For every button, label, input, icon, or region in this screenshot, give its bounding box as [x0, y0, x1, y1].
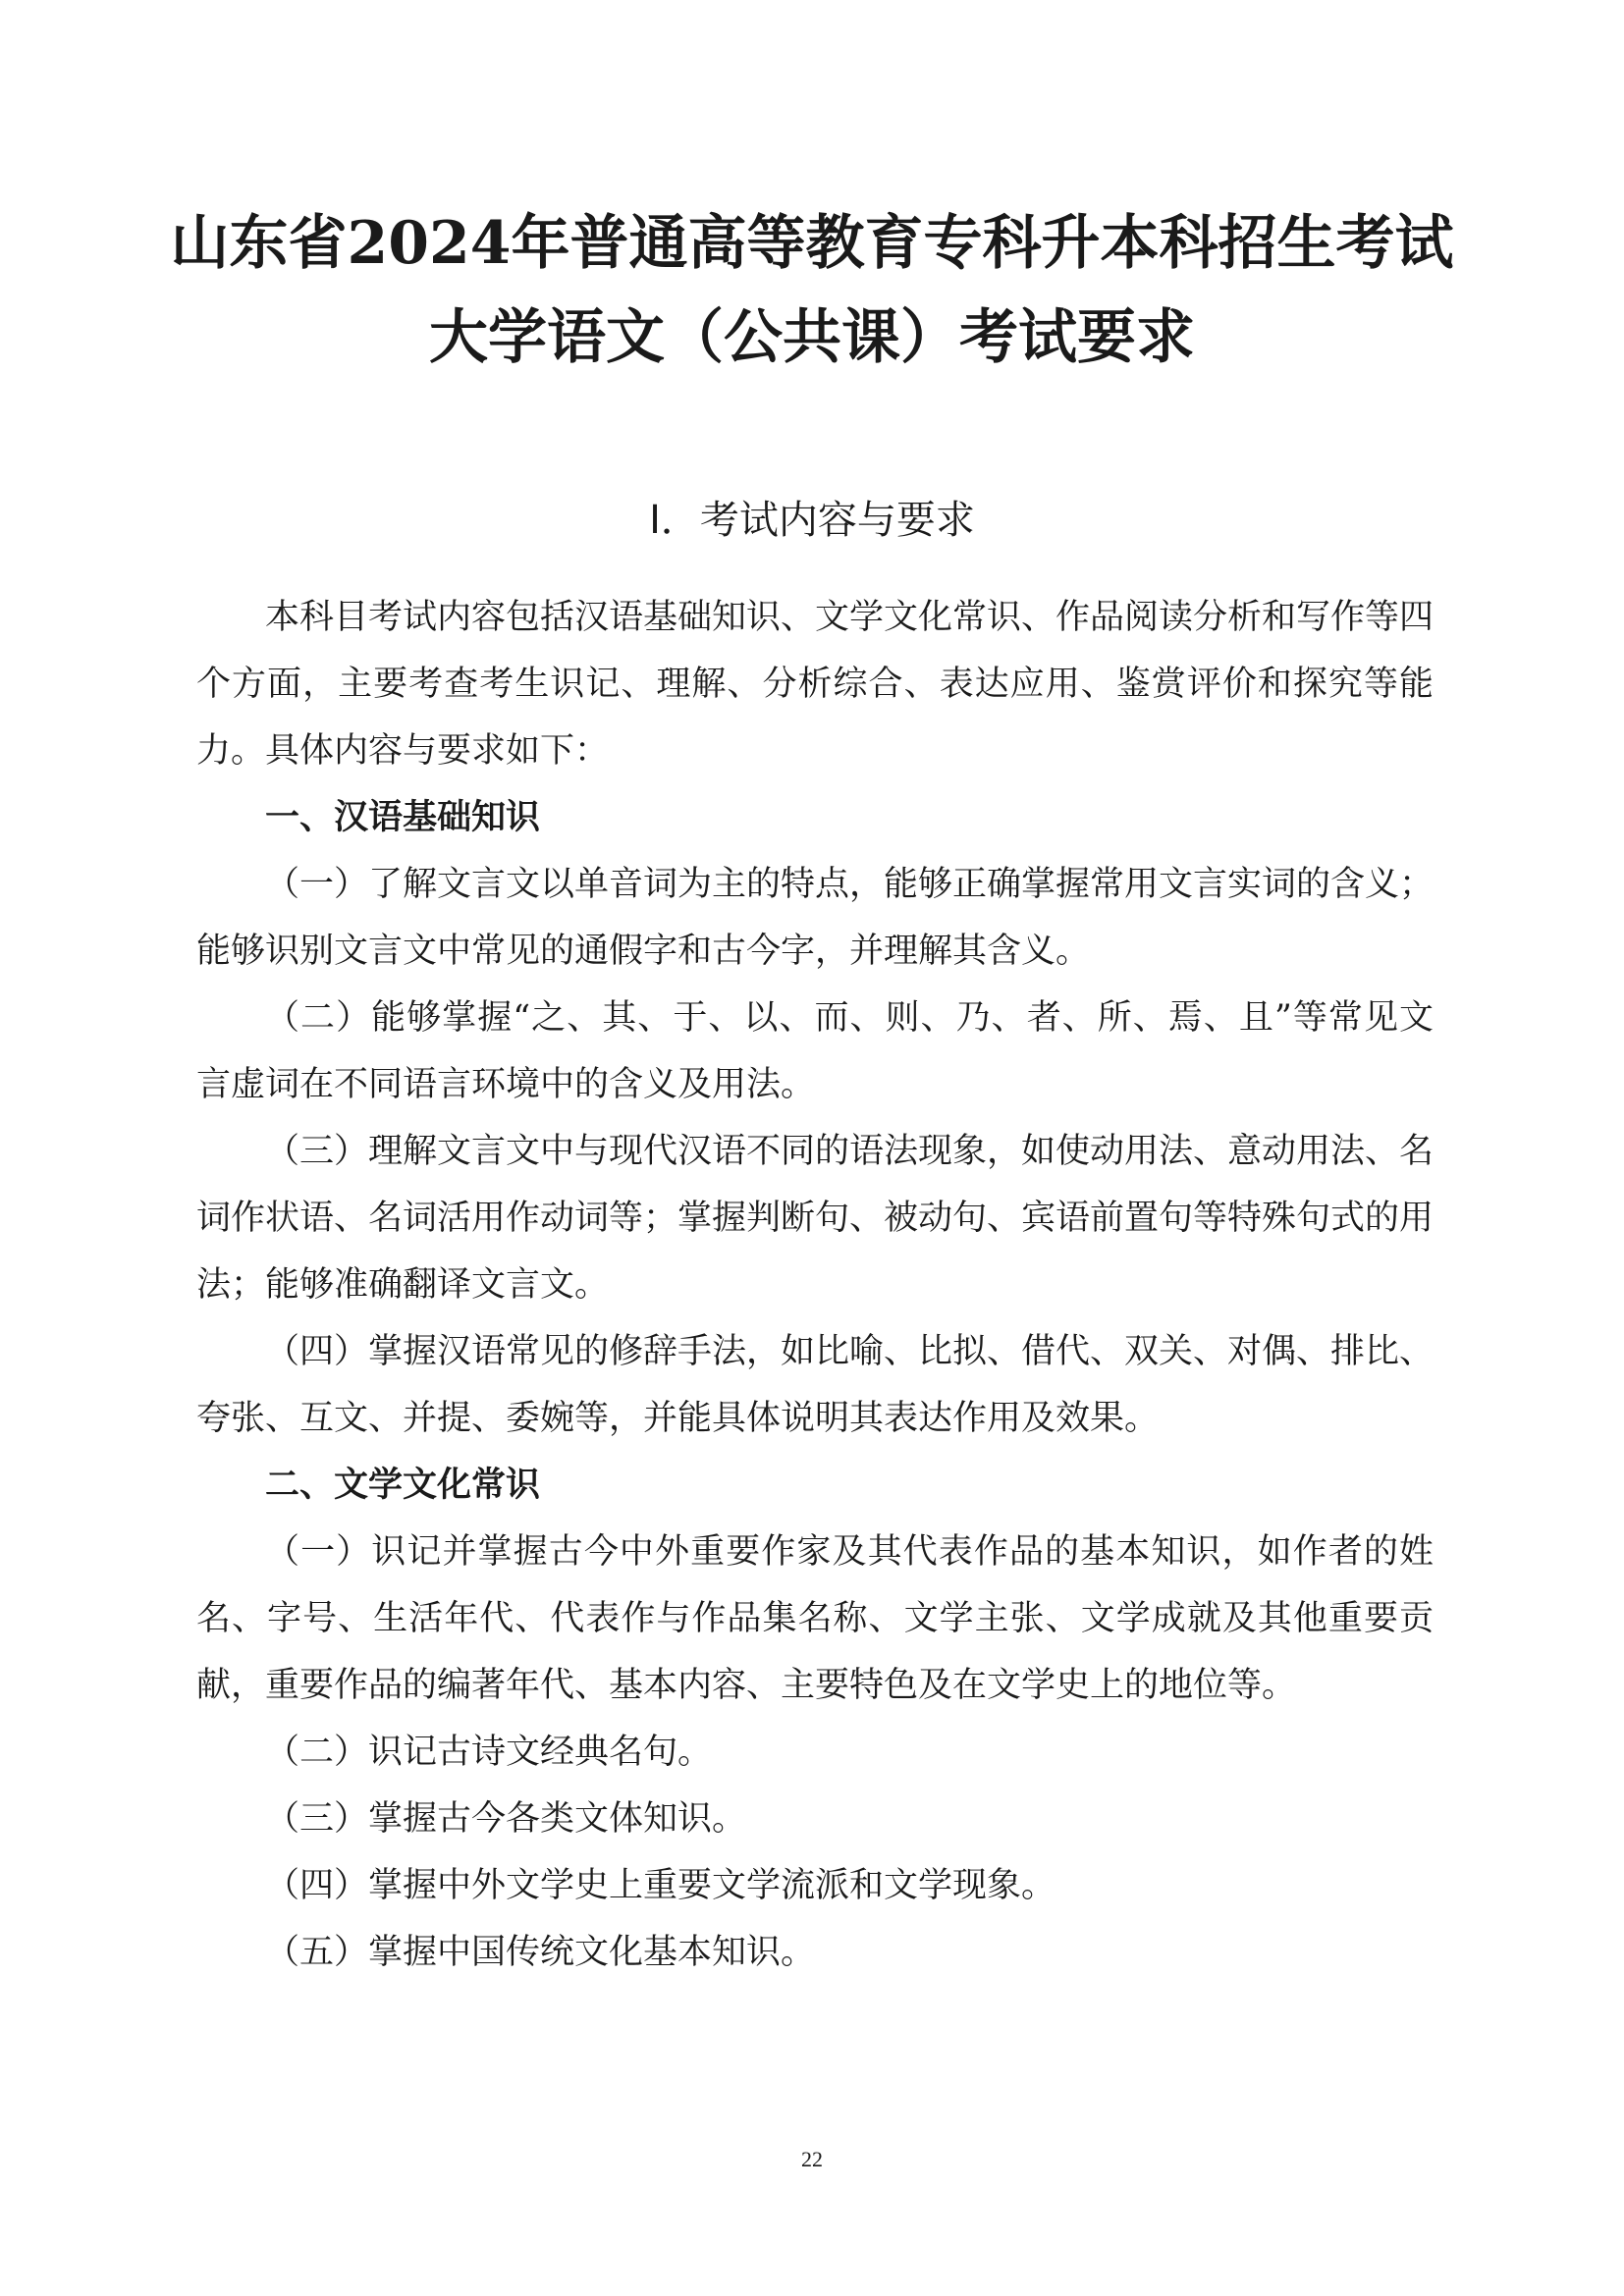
document-body [196, 584, 1434, 1986]
paragraph-item: （三）掌握古今各类文体知识。 [265, 1799, 747, 1839]
paragraph-item: （二）能够掌握“之、其、于、以、而、则、乃、者、所、焉、且”等常见文言虚词在不同语言环境中的含义及用法。 [196, 998, 1434, 1104]
paragraph-item: （二）识记古诗文经典名句。 [265, 1733, 713, 1772]
paragraph-item: （一）了解文言文以单音词为主的特点，能够正确掌握常用文言实词的含义；能够识别文言文中常见的通假字和古今字，并理解其含义。 [196, 865, 1435, 971]
paragraph-item: （三）理解文言文中与现代汉语不同的语法现象，如使动用法、意动用法、名词作状语、名词活用作动词等；掌握判断句、被动句、宾语前置句等特殊句式的用法；能够准确翻译文言文。 [196, 1132, 1435, 1305]
page-number: 22 [801, 2147, 823, 2171]
sub-heading-literary-culture: 二、文学文化常识 [265, 1466, 541, 1505]
section-heading: Ⅰ．考试内容与要求 [649, 498, 975, 543]
document-title [147, 196, 1477, 385]
title-line-1: 山东省2024年普通高等教育专科升本科招生考试 [170, 209, 1454, 278]
paragraph-item: （四）掌握汉语常见的修辞手法，如比喻、比拟、借代、双关、对偶、排比、夸张、互文、并提、委婉等，并能具体说明其表达作用及效果。 [196, 1332, 1435, 1438]
intro-paragraph: 本科目考试内容包括汉语基础知识、文学文化常识、作品阅读分析和写作等四个方面，主要考查考生识记、理解、分析综合、表达应用、鉴赏评价和探究等能力。具体内容与要求如下： [196, 598, 1435, 771]
paragraph-item: （一）识记并掌握古今中外重要作家及其代表作品的基本知识，如作者的姓名、字号、生活年代、代表作与作品集名称、文学主张、文学成就及其他重要贡献，重要作品的编著年代、基本内容、主要特色及在文学史上的地位等。 [196, 1532, 1434, 1705]
paragraph-item: （五）掌握中国传统文化基本知识。 [265, 1933, 816, 1972]
paragraph-item: （四）掌握中外文学史上重要文学流派和文学现象。 [265, 1866, 1056, 1905]
sub-heading-chinese-basics: 一、汉语基础知识 [265, 798, 541, 837]
title-line-2: 大学语文（公共课）考试要求 [429, 303, 1195, 372]
